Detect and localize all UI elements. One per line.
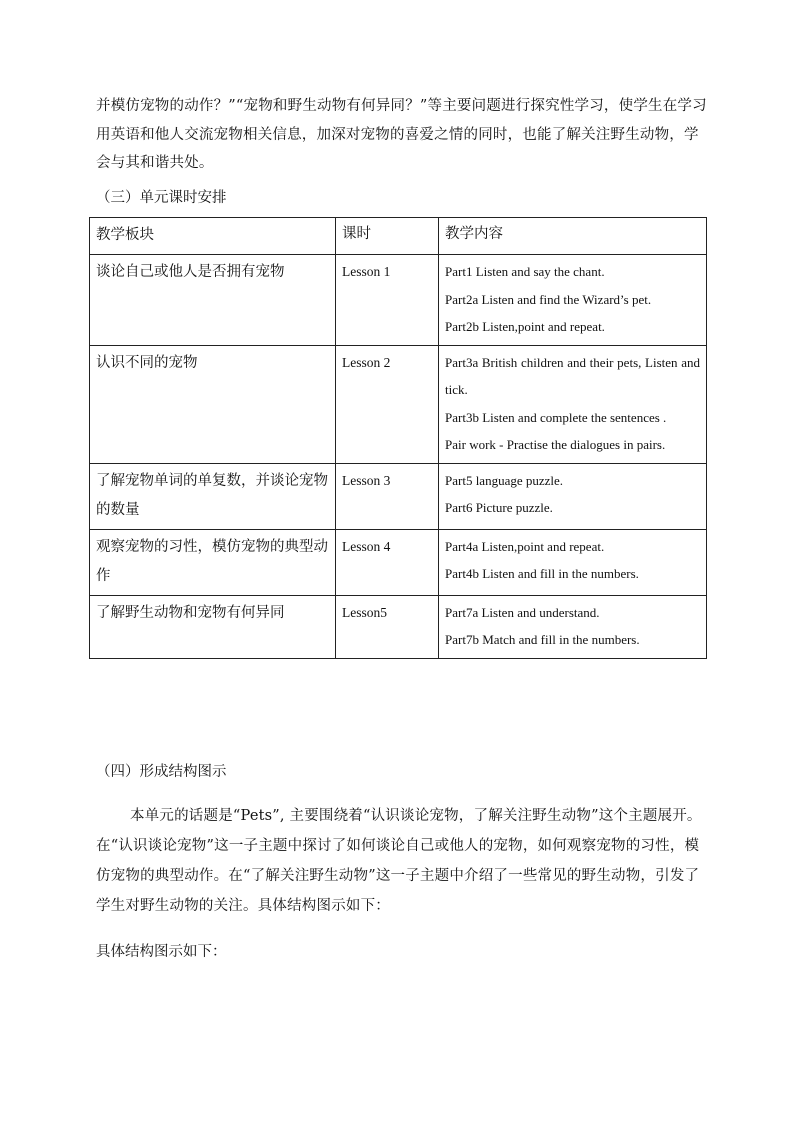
row-block: 谈论自己或他人是否拥有宠物 bbox=[90, 255, 336, 346]
content-line: Part7a Listen and understand. bbox=[445, 604, 600, 620]
row-lesson: Lesson5 bbox=[336, 595, 439, 658]
content-line: Part1 Listen and say the chant. bbox=[445, 264, 605, 279]
table-row bbox=[90, 345, 707, 463]
content-line: Part7b Match and fill in the numbers. bbox=[445, 632, 640, 647]
content-line: Pair work - Practise the dialogues in pairs. bbox=[445, 437, 666, 452]
content-line: Part3b Listen and complete the sentences . bbox=[445, 409, 667, 425]
intro-paragraph: 并模仿宠物的动作？”“宠物和野生动物有何异同？”等主要问题进行探究性学习，使学生在学习用英语和他人交流宠物相关信息，加深对宠物的喜爱之情的同时，也能了解关注野生动物，学会与其和谐共处。 bbox=[96, 98, 707, 171]
row-content bbox=[439, 595, 707, 658]
content-line: Part5 language puzzle. bbox=[445, 472, 564, 488]
row-block: 观察宠物的习性，模仿宠物的典型动作 bbox=[90, 529, 336, 595]
row-content bbox=[439, 345, 707, 463]
content-line: Part3a British children and their pets, Listen and tick. bbox=[445, 354, 700, 397]
table-row bbox=[90, 463, 707, 529]
header-content: 教学内容 bbox=[439, 218, 707, 255]
row-lesson: Lesson 3 bbox=[336, 463, 439, 529]
content-line: Part2a Listen and find the Wizard’s pet. bbox=[445, 291, 652, 307]
header-block: 教学板块 bbox=[90, 218, 336, 255]
table-header-row bbox=[90, 218, 707, 255]
row-block: 认识不同的宠物 bbox=[90, 345, 336, 463]
table-row bbox=[90, 255, 707, 346]
closing-line: 具体结构图示如下： bbox=[96, 944, 227, 960]
row-block: 了解野生动物和宠物有何异同 bbox=[90, 595, 336, 658]
content-line: Part2b Listen,point and repeat. bbox=[445, 319, 605, 334]
content-line: Part4b Listen and fill in the numbers. bbox=[445, 566, 639, 581]
body-paragraph: 本单元的话题是“Pets”, 主要围绕着“认识谈论宠物，了解关注野生动物”这个主题展开。在“认识谈论宠物”这一子主题中探讨了如何谈论自己或他人的宠物，如何观察宠物的习性，模仿宠物的典型动作。在“了解关注野生动物”这一子主题中介绍了一些常见的野生动物，引发了学生对野生动物的关注。具体结构图示如下： bbox=[96, 808, 702, 914]
row-content bbox=[439, 529, 707, 595]
section4-heading: （四）形成结构图示 bbox=[96, 764, 227, 780]
row-lesson: Lesson 4 bbox=[336, 529, 439, 595]
row-lesson: Lesson 1 bbox=[336, 255, 439, 346]
row-content bbox=[439, 255, 707, 346]
row-lesson: Lesson 2 bbox=[336, 345, 439, 463]
content-line: Part4a Listen,point and repeat. bbox=[445, 538, 605, 554]
schedule-table bbox=[89, 217, 707, 659]
row-block: 了解宠物单词的单复数，并谈论宠物的数量 bbox=[90, 463, 336, 529]
header-lesson: 课时 bbox=[336, 218, 439, 255]
table-row bbox=[90, 529, 707, 595]
section3-heading: （三）单元课时安排 bbox=[96, 190, 227, 206]
row-content bbox=[439, 463, 707, 529]
table-row bbox=[90, 595, 707, 658]
content-line: Part6 Picture puzzle. bbox=[445, 500, 553, 515]
